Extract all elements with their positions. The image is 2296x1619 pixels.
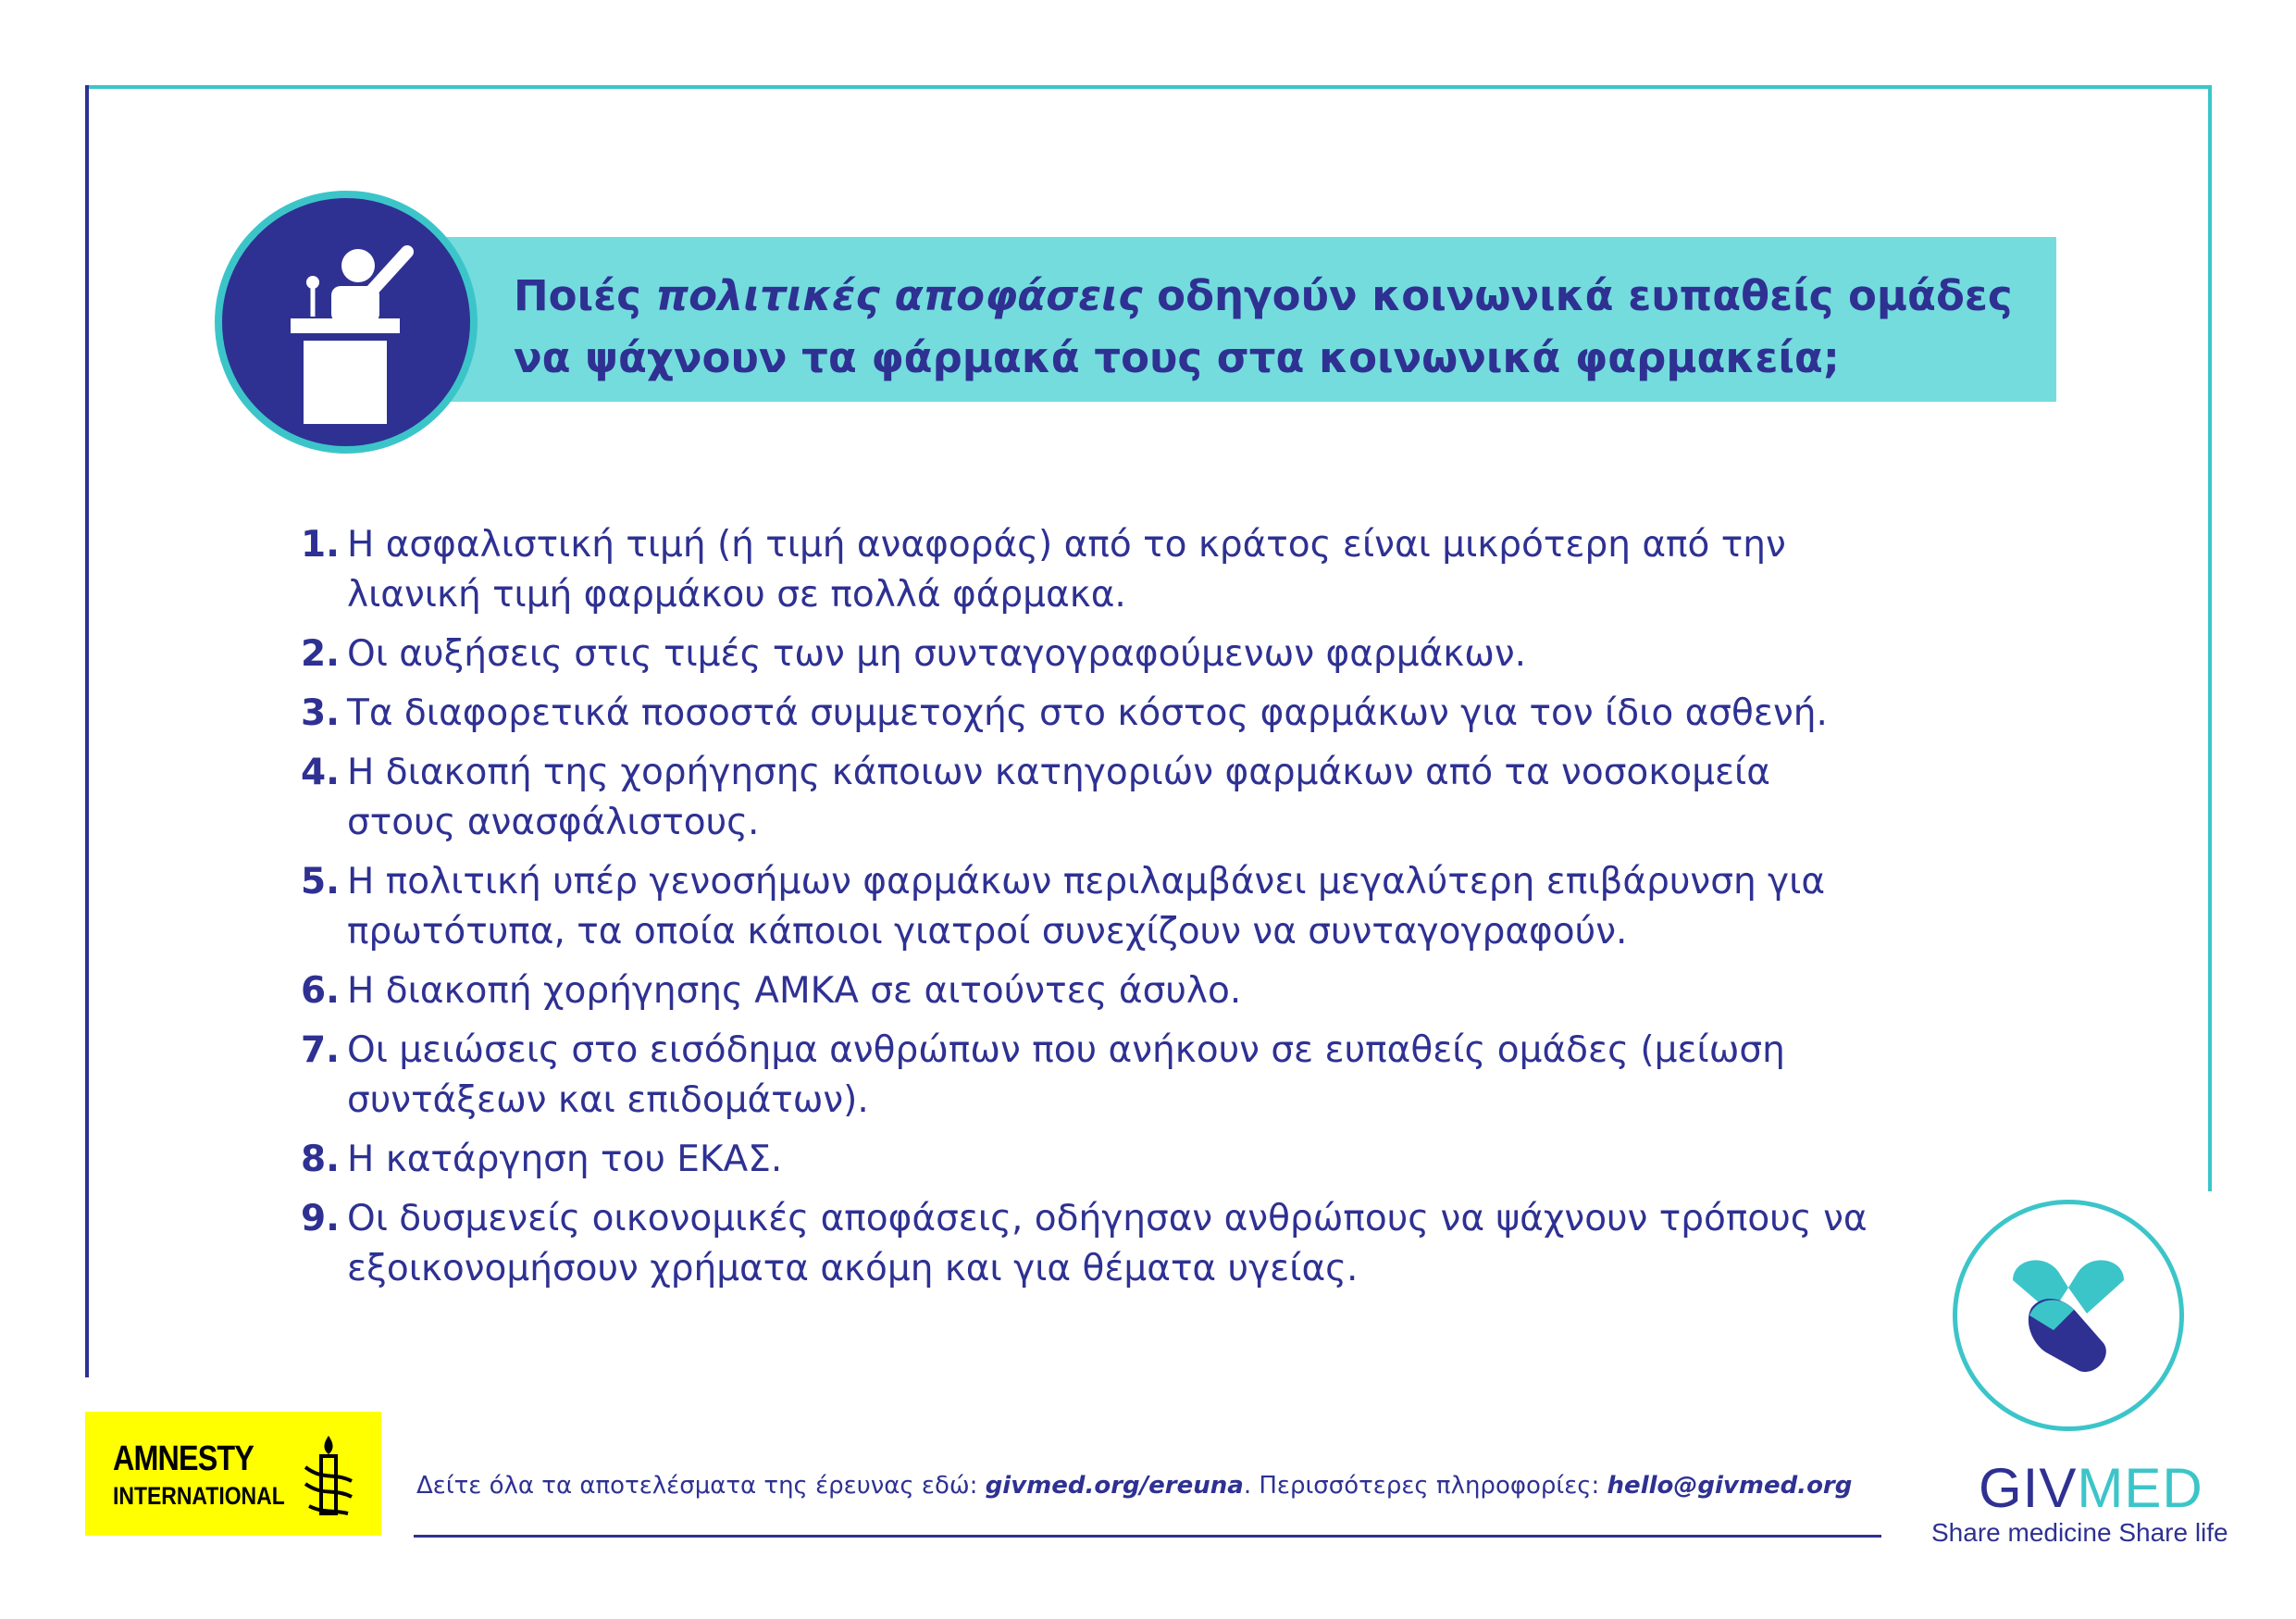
list-item-text: Οι αυξήσεις στις τιμές των μη συνταγογραφούμενων φαρμάκων. — [347, 633, 1527, 675]
amnesty-logo[interactable] — [85, 1412, 381, 1536]
list-item-text: Η διακοπή της χορήγησης κάποιων κατηγοριών φαρμάκων από τα νοσοκομεία στους ανασφάλιστους. — [347, 752, 1770, 843]
list-item-number: 3. — [301, 692, 340, 734]
question-post: οδηγούν κοινωνικά ευπαθείς ομάδες να ψάχνουν τα φάρμακά τους στα κοινωνικά φαρμακεία; — [514, 271, 2013, 382]
list-item-text: Η ασφαλιστική τιμή (ή τιμή αναφοράς) από το κράτος είναι μικρότερη από την λιανική τιμή φαρμάκου σε πολλά φάρμακα. — [347, 524, 1786, 616]
givmed-name-part1: GIV — [1979, 1457, 2078, 1519]
frame-left-border — [85, 85, 89, 1377]
survey-link[interactable]: givmed.org/ereuna — [985, 1472, 1244, 1500]
frame-top-border — [85, 85, 2212, 89]
amnesty-line1: AMNESTY — [113, 1439, 254, 1478]
list-item-text: Η πολιτική υπέρ γενοσήμων φαρμάκων περιλαμβάνει μεγαλύτερη επιβάρυνση για πρωτότυπα, τα οποία κάποιοι γιατροί συνεχίζουν να συνταγογραφούν. — [347, 861, 1826, 953]
question-pre: Ποιές — [514, 271, 656, 320]
list-item — [278, 1194, 1888, 1294]
list-item — [278, 689, 1888, 739]
givmed-name-part2: MED — [2077, 1457, 2203, 1519]
list-item — [278, 966, 1888, 1016]
list-item-number: 2. — [301, 633, 340, 675]
contact-email[interactable]: hello@givmed.org — [1607, 1472, 1853, 1500]
policy-list — [278, 520, 1888, 1303]
list-item-text: Τα διαφορετικά ποσοστά συμμετοχής στο κόστος φαρμάκων για τον ίδιο ασθενή. — [347, 692, 1828, 734]
list-item-text: Οι δυσμενείς οικονομικές αποφάσεις, οδήγησαν ανθρώπους να ψάχνουν τρόπους να εξοικονομήσουν χρήματα ακόμη και για θέματα υγείας. — [347, 1198, 1868, 1289]
footer-mid: . Περισσότερες πληροφορίες: — [1243, 1472, 1607, 1500]
footer-divider — [414, 1535, 1881, 1538]
list-item-text: Η διακοπή χορήγησης ΑΜΚΑ σε αιτούντες άσυλο. — [347, 970, 1242, 1012]
candle-icon — [296, 1430, 361, 1523]
question-heading — [514, 265, 2031, 389]
givmed-logo-text[interactable] — [1979, 1457, 2203, 1519]
list-item-number: 8. — [301, 1139, 340, 1180]
list-item-text: Η κατάργηση του ΕΚΑΣ. — [347, 1139, 783, 1180]
footer-info — [416, 1472, 1852, 1500]
list-item — [278, 857, 1888, 957]
list-item — [278, 520, 1888, 620]
list-item-number: 1. — [301, 524, 340, 566]
list-item — [278, 629, 1888, 679]
list-item-number: 4. — [301, 752, 340, 793]
question-emphasis: πολιτικές αποφάσεις — [655, 271, 1143, 320]
list-item-number: 7. — [301, 1029, 340, 1071]
footer-lead: Δείτε όλα τα αποτελέσματα της έρευνας εδώ: — [416, 1472, 986, 1500]
list-item-number: 6. — [301, 970, 340, 1012]
amnesty-line2: INTERNATIONAL — [113, 1482, 285, 1510]
list-item — [278, 1026, 1888, 1126]
list-item — [278, 748, 1888, 848]
frame-right-border — [2208, 85, 2212, 1191]
list-item-text: Οι μειώσεις στο εισόδημα ανθρώπων που ανήκουν σε ευπαθείς ομάδες (μείωση συντάξεων και επιδομάτων). — [347, 1029, 1785, 1121]
list-item-number: 9. — [301, 1198, 340, 1239]
speaker-podium-icon — [215, 191, 478, 454]
givmed-tagline: Share medicine Share life — [1931, 1518, 2228, 1547]
list-item-number: 5. — [301, 861, 340, 903]
heart-pill-icon — [1953, 1200, 2184, 1431]
list-item — [278, 1135, 1888, 1185]
